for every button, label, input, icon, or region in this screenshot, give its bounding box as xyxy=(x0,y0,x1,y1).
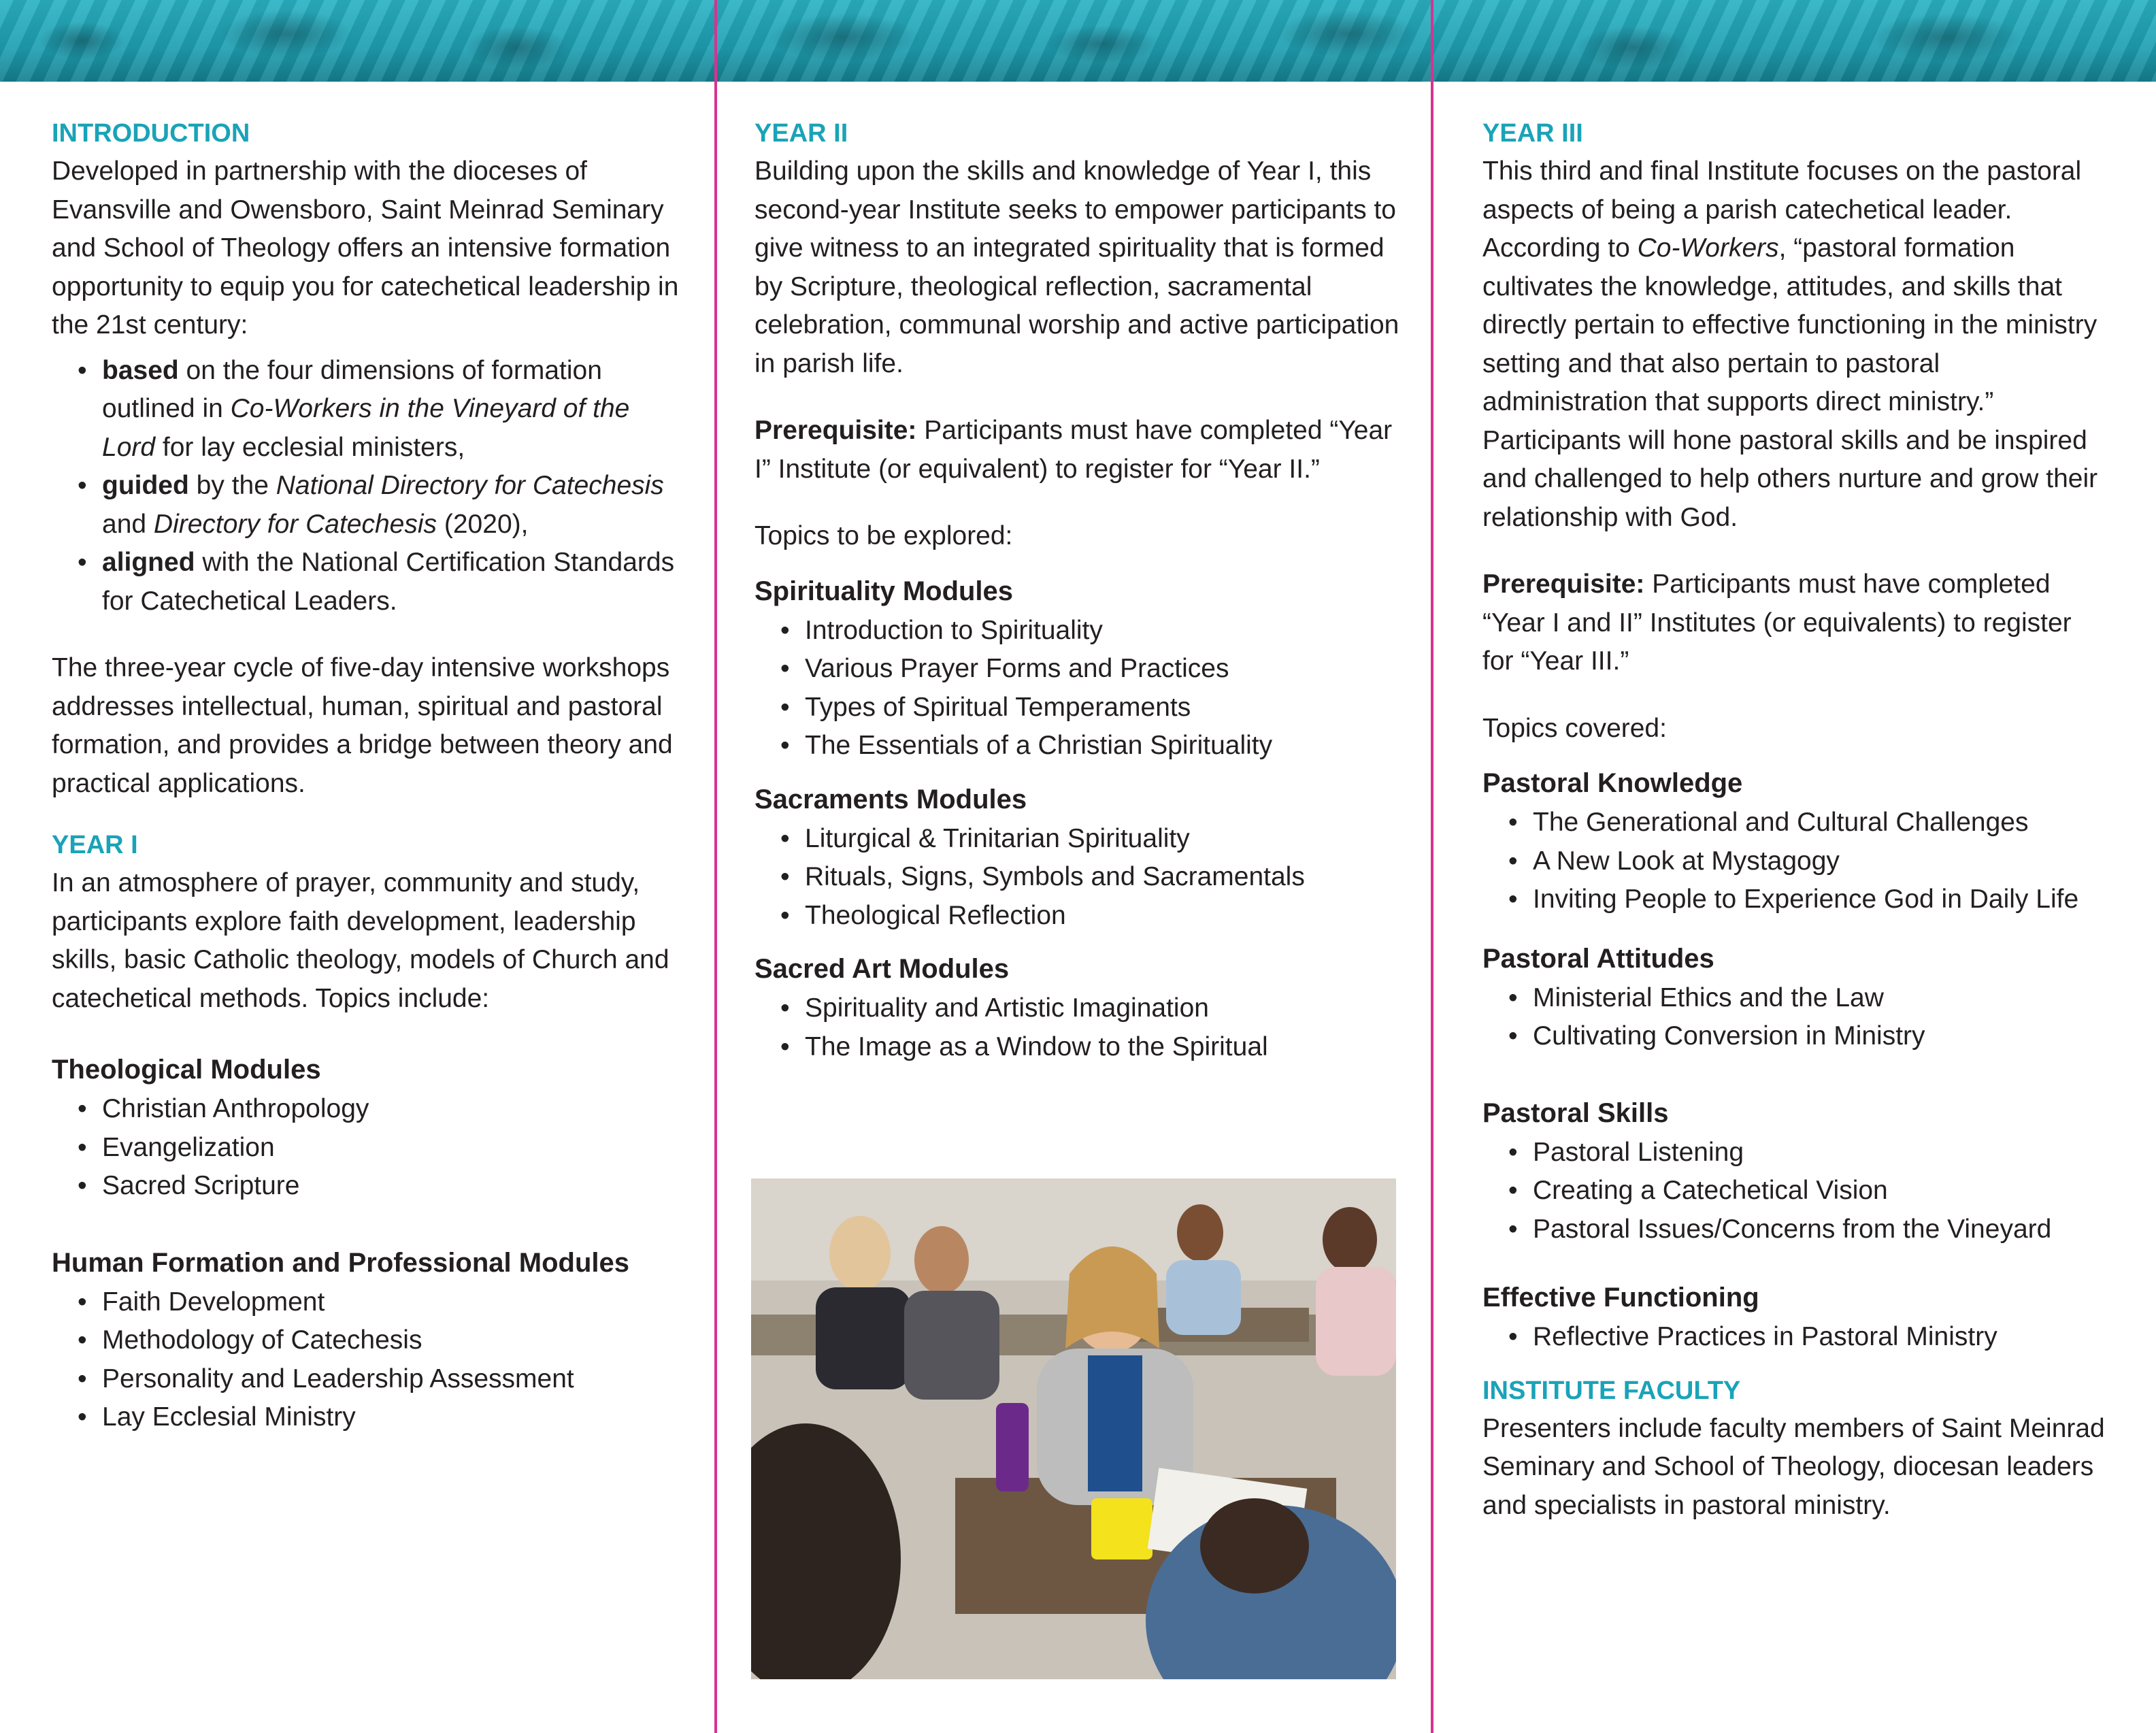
list-item: • Liturgical & Trinitarian Spirituality xyxy=(780,823,1190,853)
intro-bullet: • guided by the National Directory for Catechesis and Directory for Catechesis (2020), xyxy=(78,471,664,539)
year2-topics-intro: Topics to be explored: xyxy=(754,521,1013,550)
list-item: • Reflective Practices in Pastoral Ministry xyxy=(1508,1322,1997,1351)
faculty-heading: INSTITUTE FACULTY xyxy=(1482,1376,1741,1405)
list-item: • Lay Ecclesial Ministry xyxy=(78,1402,356,1432)
list-item: • Creating a Catechetical Vision xyxy=(1508,1176,1888,1205)
sacraments-modules-list xyxy=(780,820,1408,936)
list-item: • Spirituality and Artistic Imagination xyxy=(780,993,1209,1023)
pastoral-skills-heading: Pastoral Skills xyxy=(1482,1097,1669,1128)
list-item: • Personality and Leadership Assessment xyxy=(78,1364,574,1393)
list-item: • Methodology of Catechesis xyxy=(78,1325,422,1355)
sacraments-modules-heading: Sacraments Modules xyxy=(754,784,1027,814)
list-item: • The Generational and Cultural Challenges xyxy=(1508,808,2029,837)
list-item: • Pastoral Listening xyxy=(1508,1137,1744,1167)
intro-bullet-list xyxy=(78,352,684,621)
year2-text: Building upon the skills and knowledge of Year I, this second-year Institute seeks to empower participants to give witness to an integrated spirituality that is formed by Scripture, theological reflection, sacramental celebration, communal worship and active participation in parish life. xyxy=(754,156,1399,378)
year3-topics-intro: Topics covered: xyxy=(1482,713,1667,743)
list-item: • The Image as a Window to the Spiritual xyxy=(780,1031,1268,1061)
column-year-three xyxy=(1482,114,2108,1525)
intro-bullet: • aligned with the National Certification Standards for Catechetical Leaders. xyxy=(78,548,675,616)
list-item: • Inviting People to Experience God in Daily Life xyxy=(1508,885,2079,914)
intro-heading: INTRODUCTION xyxy=(52,119,250,148)
list-item: • Christian Anthropology xyxy=(78,1094,369,1123)
classroom-photo-illustration xyxy=(751,1178,1396,1679)
pastoral-knowledge-list xyxy=(1508,804,2108,919)
faculty-text: Presenters include faculty members of Saint Meinrad Seminary and School of Theology, diocesan leaders and specialists in pastoral ministry. xyxy=(1482,1413,2105,1520)
pastoral-attitudes-heading: Pastoral Attitudes xyxy=(1482,943,1714,974)
column-introduction xyxy=(52,114,684,1437)
list-item: • Theological Reflection xyxy=(780,900,1066,930)
list-item: • Introduction to Spirituality xyxy=(780,615,1103,645)
decorative-banner xyxy=(0,0,2156,82)
list-item: • A New Look at Mystagogy xyxy=(1508,846,1840,876)
list-item: • Pastoral Issues/Concerns from the Vineyard xyxy=(1508,1214,2052,1244)
pastoral-skills-list xyxy=(1508,1134,2108,1249)
year3-prerequisite: Prerequisite: Participants must have completed “Year I and II” Institutes (or equivalents) to register for “Year III.” xyxy=(1482,570,2072,676)
year3-heading: YEAR III xyxy=(1482,119,1583,148)
sacred-art-modules-heading: Sacred Art Modules xyxy=(754,954,1010,984)
spirituality-modules-list xyxy=(780,612,1408,765)
list-item: • Sacred Scripture xyxy=(78,1171,300,1200)
year2-prerequisite: Prerequisite: Participants must have completed “Year I” Institute (or equivalent) to register for “Year II.” xyxy=(754,416,1393,484)
year2-heading: YEAR II xyxy=(754,119,848,148)
list-item: • Cultivating Conversion in Ministry xyxy=(1508,1021,1925,1051)
human-formation-heading: Human Formation and Professional Modules xyxy=(52,1247,629,1278)
list-item: • Faith Development xyxy=(78,1287,325,1317)
pastoral-attitudes-list xyxy=(1508,979,2108,1056)
list-item: • Various Prayer Forms and Practices xyxy=(780,654,1229,683)
column-divider xyxy=(1431,0,1433,1733)
effective-functioning-list xyxy=(1508,1318,2108,1357)
intro-text: Developed in partnership with the dioceses of Evansville and Owensboro, Saint Meinrad Seminary and School of Theology offers an intensive formation opportunity to equip you for catechetical leadership in the 21st century: xyxy=(52,156,679,340)
column-divider xyxy=(714,0,717,1733)
human-formation-list xyxy=(78,1283,684,1437)
column-year-two xyxy=(754,114,1408,1066)
list-item: • Types of Spiritual Temperaments xyxy=(780,692,1191,722)
sacred-art-modules-list xyxy=(780,989,1408,1066)
effective-functioning-heading: Effective Functioning xyxy=(1482,1283,1759,1313)
list-item: • Ministerial Ethics and the Law xyxy=(1508,983,1884,1012)
spirituality-modules-heading: Spirituality Modules xyxy=(754,576,1014,606)
year3-text: This third and final Institute focuses on the pastoral aspects of being a parish catechetical leader. According to Co-Workers, “pastoral formation cultivates the knowledge, attitudes, and skills that directly pertain to effective functioning in the ministry setting and that also pertain to pastoral administration that supports direct ministry.” Participants will hone pastoral skills and be inspired and challenged to help others nurture and grow their relationship with God. xyxy=(1482,156,2098,532)
theological-modules-list xyxy=(78,1090,684,1206)
list-item: • The Essentials of a Christian Spirituality xyxy=(780,731,1273,760)
year1-text: In an atmosphere of prayer, community and study, participants explore faith development, leadership skills, basic Catholic theology, models of Church and catechetical methods. Topics include: xyxy=(52,868,669,1013)
list-item: • Rituals, Signs, Symbols and Sacramentals xyxy=(780,862,1305,891)
intro-bullet: • based on the four dimensions of formation outlined in Co-Workers in the Vineyard of the Lord for lay ecclesial ministers, xyxy=(78,355,630,462)
pastoral-knowledge-heading: Pastoral Knowledge xyxy=(1482,768,1743,798)
cycle-text: The three-year cycle of five-day intensive workshops addresses intellectual, human, spiritual and pastoral formation, and provides a bridge between theory and practical applications. xyxy=(52,653,673,798)
list-item: • Evangelization xyxy=(78,1132,275,1162)
classroom-photo xyxy=(751,1178,1396,1679)
year1-heading: YEAR I xyxy=(52,831,138,859)
theological-modules-heading: Theological Modules xyxy=(52,1055,321,1085)
